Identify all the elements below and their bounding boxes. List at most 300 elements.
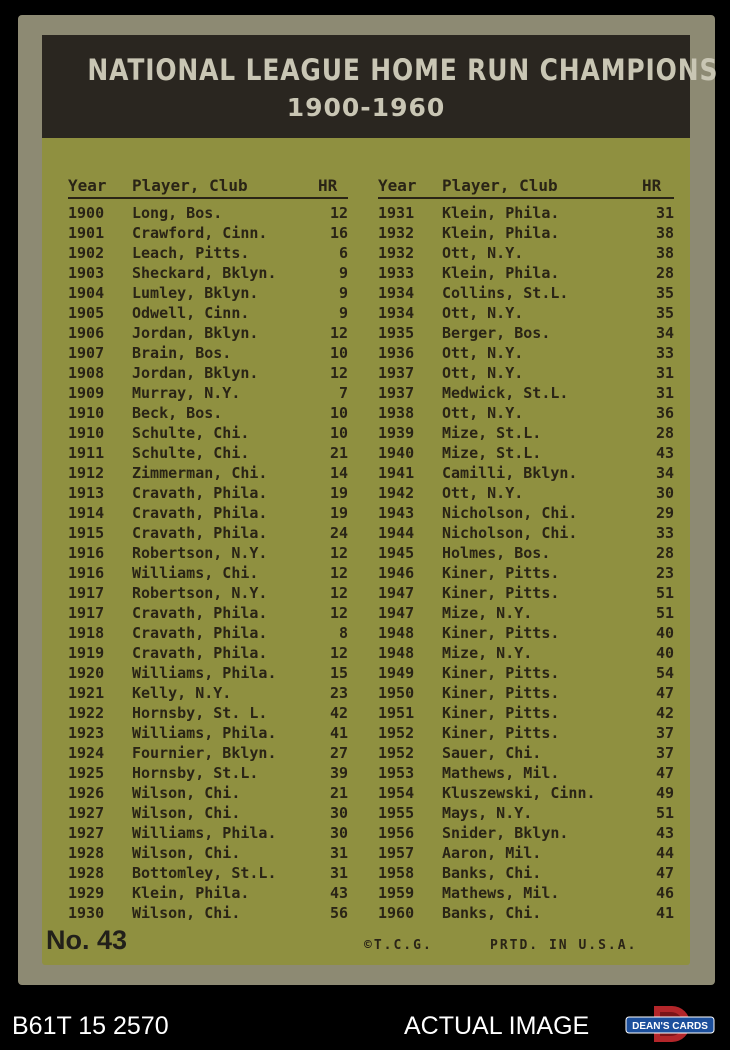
table-row (68, 423, 352, 443)
header-year-right: Year (378, 176, 417, 195)
hr-cell: 15 (329, 664, 348, 682)
hr-cell: 42 (655, 704, 674, 722)
player-cell: Robertson, N.Y. (132, 544, 268, 562)
table-row (68, 203, 352, 223)
table-row (68, 883, 352, 903)
year-cell: 1945 (378, 544, 415, 562)
table-row (68, 743, 352, 763)
table-row (68, 283, 352, 303)
player-cell: Robertson, N.Y. (132, 584, 268, 602)
table-row (378, 523, 678, 543)
year-cell: 1951 (378, 704, 415, 722)
hr-cell: 23 (655, 564, 674, 582)
actual-image-label: ACTUAL IMAGE (404, 1012, 590, 1040)
hr-cell: 47 (655, 764, 674, 782)
year-cell: 1901 (68, 224, 105, 242)
table-row (378, 603, 678, 623)
year-cell: 1914 (68, 504, 105, 522)
player-cell: Snider, Bklyn. (442, 824, 569, 842)
player-cell: Jordan, Bklyn. (132, 324, 259, 342)
year-cell: 1938 (378, 404, 415, 422)
year-cell: 1919 (68, 644, 105, 662)
player-cell: Leach, Pitts. (132, 244, 250, 262)
hr-cell: 46 (655, 884, 674, 902)
hr-cell: 40 (655, 644, 674, 662)
table-row (68, 823, 352, 843)
player-cell: Schulte, Chi. (132, 424, 250, 442)
table-row (68, 643, 352, 663)
table-row (68, 683, 352, 703)
year-cell: 1948 (378, 644, 415, 662)
table-row (68, 483, 352, 503)
hr-cell: 30 (655, 484, 674, 502)
table-row (378, 723, 678, 743)
year-cell: 1947 (378, 584, 415, 602)
player-cell: Ott, N.Y. (442, 244, 524, 262)
player-cell: Camilli, Bklyn. (442, 464, 578, 482)
player-cell: Kiner, Pitts. (442, 564, 560, 582)
table-row (378, 803, 678, 823)
player-cell: Long, Bos. (132, 204, 223, 222)
player-cell: Mize, N.Y. (442, 604, 533, 622)
header-year-left: Year (68, 176, 107, 195)
table-row (378, 563, 678, 583)
player-cell: Kiner, Pitts. (442, 624, 560, 642)
table-row (378, 203, 678, 223)
year-cell: 1943 (378, 504, 415, 522)
hr-cell: 49 (655, 784, 674, 802)
hr-cell: 31 (655, 384, 674, 402)
hr-cell: 19 (329, 504, 348, 522)
year-cell: 1903 (68, 264, 105, 282)
player-cell: Cravath, Phila. (132, 504, 268, 522)
hr-cell: 30 (329, 804, 348, 822)
year-cell: 1948 (378, 624, 415, 642)
table-row (378, 483, 678, 503)
hr-cell: 43 (655, 824, 674, 842)
year-cell: 1944 (378, 524, 415, 542)
player-cell: Mathews, Mil. (442, 764, 560, 782)
hr-cell: 47 (655, 684, 674, 702)
hr-cell: 43 (655, 444, 674, 462)
year-cell: 1934 (378, 304, 415, 322)
table-row (68, 443, 352, 463)
year-cell: 1937 (378, 384, 415, 402)
card-title: NATIONAL LEAGUE HOME RUN CHAMPIONS (87, 53, 719, 87)
hr-cell: 28 (655, 424, 674, 442)
hr-cell: 33 (655, 344, 674, 362)
year-cell: 1949 (378, 664, 415, 682)
hr-cell: 34 (655, 464, 674, 482)
year-cell: 1956 (378, 824, 415, 842)
header-rule-left (68, 197, 348, 199)
year-cell: 1904 (68, 284, 105, 302)
table-row (378, 783, 678, 803)
year-cell: 1908 (68, 364, 105, 382)
player-cell: Klein, Phila. (442, 204, 560, 222)
table-row (68, 763, 352, 783)
hr-cell: 31 (655, 204, 674, 222)
year-cell: 1955 (378, 804, 415, 822)
year-cell: 1912 (68, 464, 105, 482)
year-cell: 1911 (68, 444, 105, 462)
table-row (378, 403, 678, 423)
year-cell: 1924 (68, 744, 105, 762)
year-cell: 1905 (68, 304, 105, 322)
year-cell: 1937 (378, 364, 415, 382)
hr-cell: 7 (338, 384, 348, 402)
hr-cell: 9 (338, 264, 348, 282)
table-row (68, 563, 352, 583)
year-cell: 1952 (378, 744, 415, 762)
hr-cell: 6 (338, 244, 348, 262)
player-cell: Ott, N.Y. (442, 304, 524, 322)
player-cell: Cravath, Phila. (132, 604, 268, 622)
hr-cell: 8 (338, 624, 348, 642)
player-cell: Kiner, Pitts. (442, 724, 560, 742)
table-row (68, 803, 352, 823)
year-cell: 1932 (378, 224, 415, 242)
year-cell: 1930 (68, 904, 105, 922)
table-row (68, 723, 352, 743)
year-cell: 1913 (68, 484, 105, 502)
left-column (68, 203, 352, 923)
hr-cell: 19 (329, 484, 348, 502)
year-cell: 1950 (378, 684, 415, 702)
hr-cell: 16 (329, 224, 348, 242)
hr-cell: 31 (655, 364, 674, 382)
hr-cell: 37 (655, 744, 674, 762)
table-row (378, 283, 678, 303)
player-cell: Klein, Phila. (132, 884, 250, 902)
year-cell: 1917 (68, 604, 105, 622)
year-cell: 1915 (68, 524, 105, 542)
hr-cell: 10 (329, 404, 348, 422)
hr-cell: 10 (329, 344, 348, 362)
player-cell: Cravath, Phila. (132, 644, 268, 662)
player-cell: Sheckard, Bklyn. (132, 264, 277, 282)
year-cell: 1928 (68, 864, 105, 882)
player-cell: Wilson, Chi. (132, 904, 241, 922)
hr-cell: 51 (655, 584, 674, 602)
table-row (378, 683, 678, 703)
year-cell: 1922 (68, 704, 105, 722)
year-cell: 1927 (68, 824, 105, 842)
hr-cell: 12 (329, 584, 348, 602)
hr-cell: 12 (329, 324, 348, 342)
player-cell: Wilson, Chi. (132, 804, 241, 822)
hr-cell: 28 (655, 264, 674, 282)
year-cell: 1942 (378, 484, 415, 502)
table-row (68, 783, 352, 803)
table-row (68, 363, 352, 383)
hr-cell: 35 (655, 284, 674, 302)
table-row (378, 743, 678, 763)
player-cell: Holmes, Bos. (442, 544, 551, 562)
year-cell: 1907 (68, 344, 105, 362)
player-cell: Mathews, Mil. (442, 884, 560, 902)
table-row (378, 843, 678, 863)
hr-cell: 38 (655, 224, 674, 242)
table-row (378, 663, 678, 683)
table-row (378, 763, 678, 783)
player-cell: Nicholson, Chi. (442, 524, 578, 542)
table-row (68, 703, 352, 723)
player-cell: Medwick, St.L. (442, 384, 569, 402)
player-cell: Ott, N.Y. (442, 484, 524, 502)
table-row (68, 663, 352, 683)
year-cell: 1926 (68, 784, 105, 802)
hr-cell: 37 (655, 724, 674, 742)
year-cell: 1920 (68, 664, 105, 682)
hr-cell: 12 (329, 544, 348, 562)
year-cell: 1917 (68, 584, 105, 602)
year-cell: 1910 (68, 404, 105, 422)
player-cell: Williams, Chi. (132, 564, 259, 582)
svg-text:DEAN'S CARDS: DEAN'S CARDS (632, 1021, 708, 1032)
player-cell: Odwell, Cinn. (132, 304, 250, 322)
table-row (378, 883, 678, 903)
table-row (378, 823, 678, 843)
table-row (68, 543, 352, 563)
player-cell: Cravath, Phila. (132, 524, 268, 542)
hr-cell: 34 (655, 324, 674, 342)
year-cell: 1902 (68, 244, 105, 262)
hr-cell: 24 (329, 524, 348, 542)
player-cell: Mays, N.Y. (442, 804, 533, 822)
player-cell: Wilson, Chi. (132, 784, 241, 802)
baseball-card (18, 15, 719, 985)
table-row (68, 843, 352, 863)
player-cell: Crawford, Cinn. (132, 224, 268, 242)
player-cell: Williams, Phila. (132, 824, 277, 842)
table-row (378, 703, 678, 723)
year-cell: 1941 (378, 464, 415, 482)
table-row (68, 343, 352, 363)
year-cell: 1900 (68, 204, 105, 222)
year-cell: 1934 (378, 284, 415, 302)
player-cell: Zimmerman, Chi. (132, 464, 268, 482)
table-row (378, 503, 678, 523)
table-row (378, 583, 678, 603)
table-row (378, 243, 678, 263)
player-cell: Beck, Bos. (132, 404, 223, 422)
player-cell: Berger, Bos. (442, 324, 551, 342)
table-row (378, 903, 678, 923)
year-cell: 1931 (378, 204, 415, 222)
player-cell: Kiner, Pitts. (442, 684, 560, 702)
hr-cell: 40 (655, 624, 674, 642)
table-row (378, 303, 678, 323)
hr-cell: 14 (329, 464, 348, 482)
year-cell: 1906 (68, 324, 105, 342)
year-cell: 1933 (378, 264, 415, 282)
player-cell: Banks, Chi. (442, 904, 542, 922)
table-row (68, 603, 352, 623)
hr-cell: 23 (329, 684, 348, 702)
hr-cell: 12 (329, 604, 348, 622)
player-cell: Klein, Phila. (442, 224, 560, 242)
year-cell: 1923 (68, 724, 105, 742)
player-cell: Sauer, Chi. (442, 744, 542, 762)
card-header (42, 35, 719, 138)
hr-cell: 30 (329, 824, 348, 842)
year-cell: 1929 (68, 884, 105, 902)
table-row (378, 463, 678, 483)
year-cell: 1909 (68, 384, 105, 402)
year-cell: 1946 (378, 564, 415, 582)
table-row (378, 223, 678, 243)
player-cell: Fournier, Bklyn. (132, 744, 277, 762)
table-row (68, 503, 352, 523)
year-cell: 1925 (68, 764, 105, 782)
player-cell: Murray, N.Y. (132, 384, 241, 402)
year-cell: 1957 (378, 844, 415, 862)
hr-cell: 51 (655, 804, 674, 822)
hr-cell: 41 (655, 904, 674, 922)
hr-cell: 31 (329, 844, 348, 862)
table-row (68, 323, 352, 343)
player-cell: Hornsby, St.L. (132, 764, 259, 782)
table-row (68, 583, 352, 603)
player-cell: Cravath, Phila. (132, 484, 268, 502)
player-cell: Ott, N.Y. (442, 344, 524, 362)
player-cell: Ott, N.Y. (442, 364, 524, 382)
year-cell: 1921 (68, 684, 105, 702)
player-cell: Klein, Phila. (442, 264, 560, 282)
table-row (378, 543, 678, 563)
year-cell: 1927 (68, 804, 105, 822)
card-number: No. 43 (46, 925, 128, 955)
player-cell: Jordan, Bklyn. (132, 364, 259, 382)
player-cell: Hornsby, St. L. (132, 704, 268, 722)
hr-cell: 43 (329, 884, 348, 902)
hr-cell: 9 (338, 304, 348, 322)
hr-cell: 12 (329, 364, 348, 382)
year-cell: 1916 (68, 564, 105, 582)
hr-cell: 35 (655, 304, 674, 322)
table-row (378, 863, 678, 883)
table-row (68, 263, 352, 283)
year-cell: 1947 (378, 604, 415, 622)
inventory-id: B61T 15 2570 (12, 1012, 169, 1040)
year-cell: 1928 (68, 844, 105, 862)
hr-cell: 42 (329, 704, 348, 722)
header-hr-left: HR (318, 176, 338, 195)
card-back (42, 35, 719, 965)
year-cell: 1916 (68, 544, 105, 562)
year-cell: 1939 (378, 424, 415, 442)
hr-cell: 9 (338, 284, 348, 302)
right-column (378, 203, 678, 923)
card-years: 1900-1960 (286, 93, 446, 122)
table-row (68, 403, 352, 423)
printed-in: PRTD. IN U.S.A. (490, 938, 638, 953)
player-cell: Aaron, Mil. (442, 844, 542, 862)
header-player-left: Player, Club (132, 176, 248, 195)
hr-cell: 33 (655, 524, 674, 542)
hr-cell: 39 (329, 764, 348, 782)
table-row (378, 263, 678, 283)
header-hr-right: HR (642, 176, 662, 195)
hr-cell: 29 (655, 504, 674, 522)
table-row (68, 623, 352, 643)
hr-cell: 36 (655, 404, 674, 422)
year-cell: 1952 (378, 724, 415, 742)
hr-cell: 21 (329, 784, 348, 802)
player-cell: Kelly, N.Y. (132, 684, 232, 702)
player-cell: Banks, Chi. (442, 864, 542, 882)
player-cell: Brain, Bos. (132, 344, 232, 362)
hr-cell: 56 (329, 904, 348, 922)
year-cell: 1932 (378, 244, 415, 262)
player-cell: Ott, N.Y. (442, 404, 524, 422)
year-cell: 1953 (378, 764, 415, 782)
table-row (68, 863, 352, 883)
hr-cell: 21 (329, 444, 348, 462)
year-cell: 1918 (68, 624, 105, 642)
table-row (378, 623, 678, 643)
table-row (68, 303, 352, 323)
player-cell: Kiner, Pitts. (442, 584, 560, 602)
player-cell: Kiner, Pitts. (442, 664, 560, 682)
player-cell: Schulte, Chi. (132, 444, 250, 462)
hr-cell: 47 (655, 864, 674, 882)
player-cell: Nicholson, Chi. (442, 504, 578, 522)
table-row (378, 323, 678, 343)
table-row (378, 363, 678, 383)
year-cell: 1910 (68, 424, 105, 442)
hr-cell: 27 (329, 744, 348, 762)
table-row (378, 383, 678, 403)
year-cell: 1940 (378, 444, 415, 462)
table-row (378, 343, 678, 363)
hr-cell: 12 (329, 564, 348, 582)
hr-cell: 12 (329, 204, 348, 222)
hr-cell: 38 (655, 244, 674, 262)
hr-cell: 44 (655, 844, 674, 862)
player-cell: Williams, Phila. (132, 664, 277, 682)
player-cell: Collins, St.L. (442, 284, 569, 302)
year-cell: 1935 (378, 324, 415, 342)
hr-cell: 51 (655, 604, 674, 622)
player-cell: Kiner, Pitts. (442, 704, 560, 722)
hr-cell: 41 (329, 724, 348, 742)
header-rule-right (378, 197, 674, 199)
year-cell: 1959 (378, 884, 415, 902)
table-row (68, 463, 352, 483)
table-row (68, 903, 352, 923)
player-cell: Lumley, Bklyn. (132, 284, 259, 302)
hr-cell: 31 (329, 864, 348, 882)
table-row (68, 223, 352, 243)
table-row (378, 423, 678, 443)
table-row (68, 523, 352, 543)
player-cell: Wilson, Chi. (132, 844, 241, 862)
year-cell: 1954 (378, 784, 415, 802)
deans-cards-logo (624, 1004, 716, 1044)
player-cell: Bottomley, St.L. (132, 864, 277, 882)
hr-cell: 12 (329, 644, 348, 662)
player-cell: Cravath, Phila. (132, 624, 268, 642)
year-cell: 1936 (378, 344, 415, 362)
player-cell: Mize, N.Y. (442, 644, 533, 662)
year-cell: 1960 (378, 904, 415, 922)
header-player-right: Player, Club (442, 176, 558, 195)
player-cell: Mize, St.L. (442, 444, 542, 462)
copyright: ©T.C.G. (364, 938, 433, 953)
hr-cell: 10 (329, 424, 348, 442)
